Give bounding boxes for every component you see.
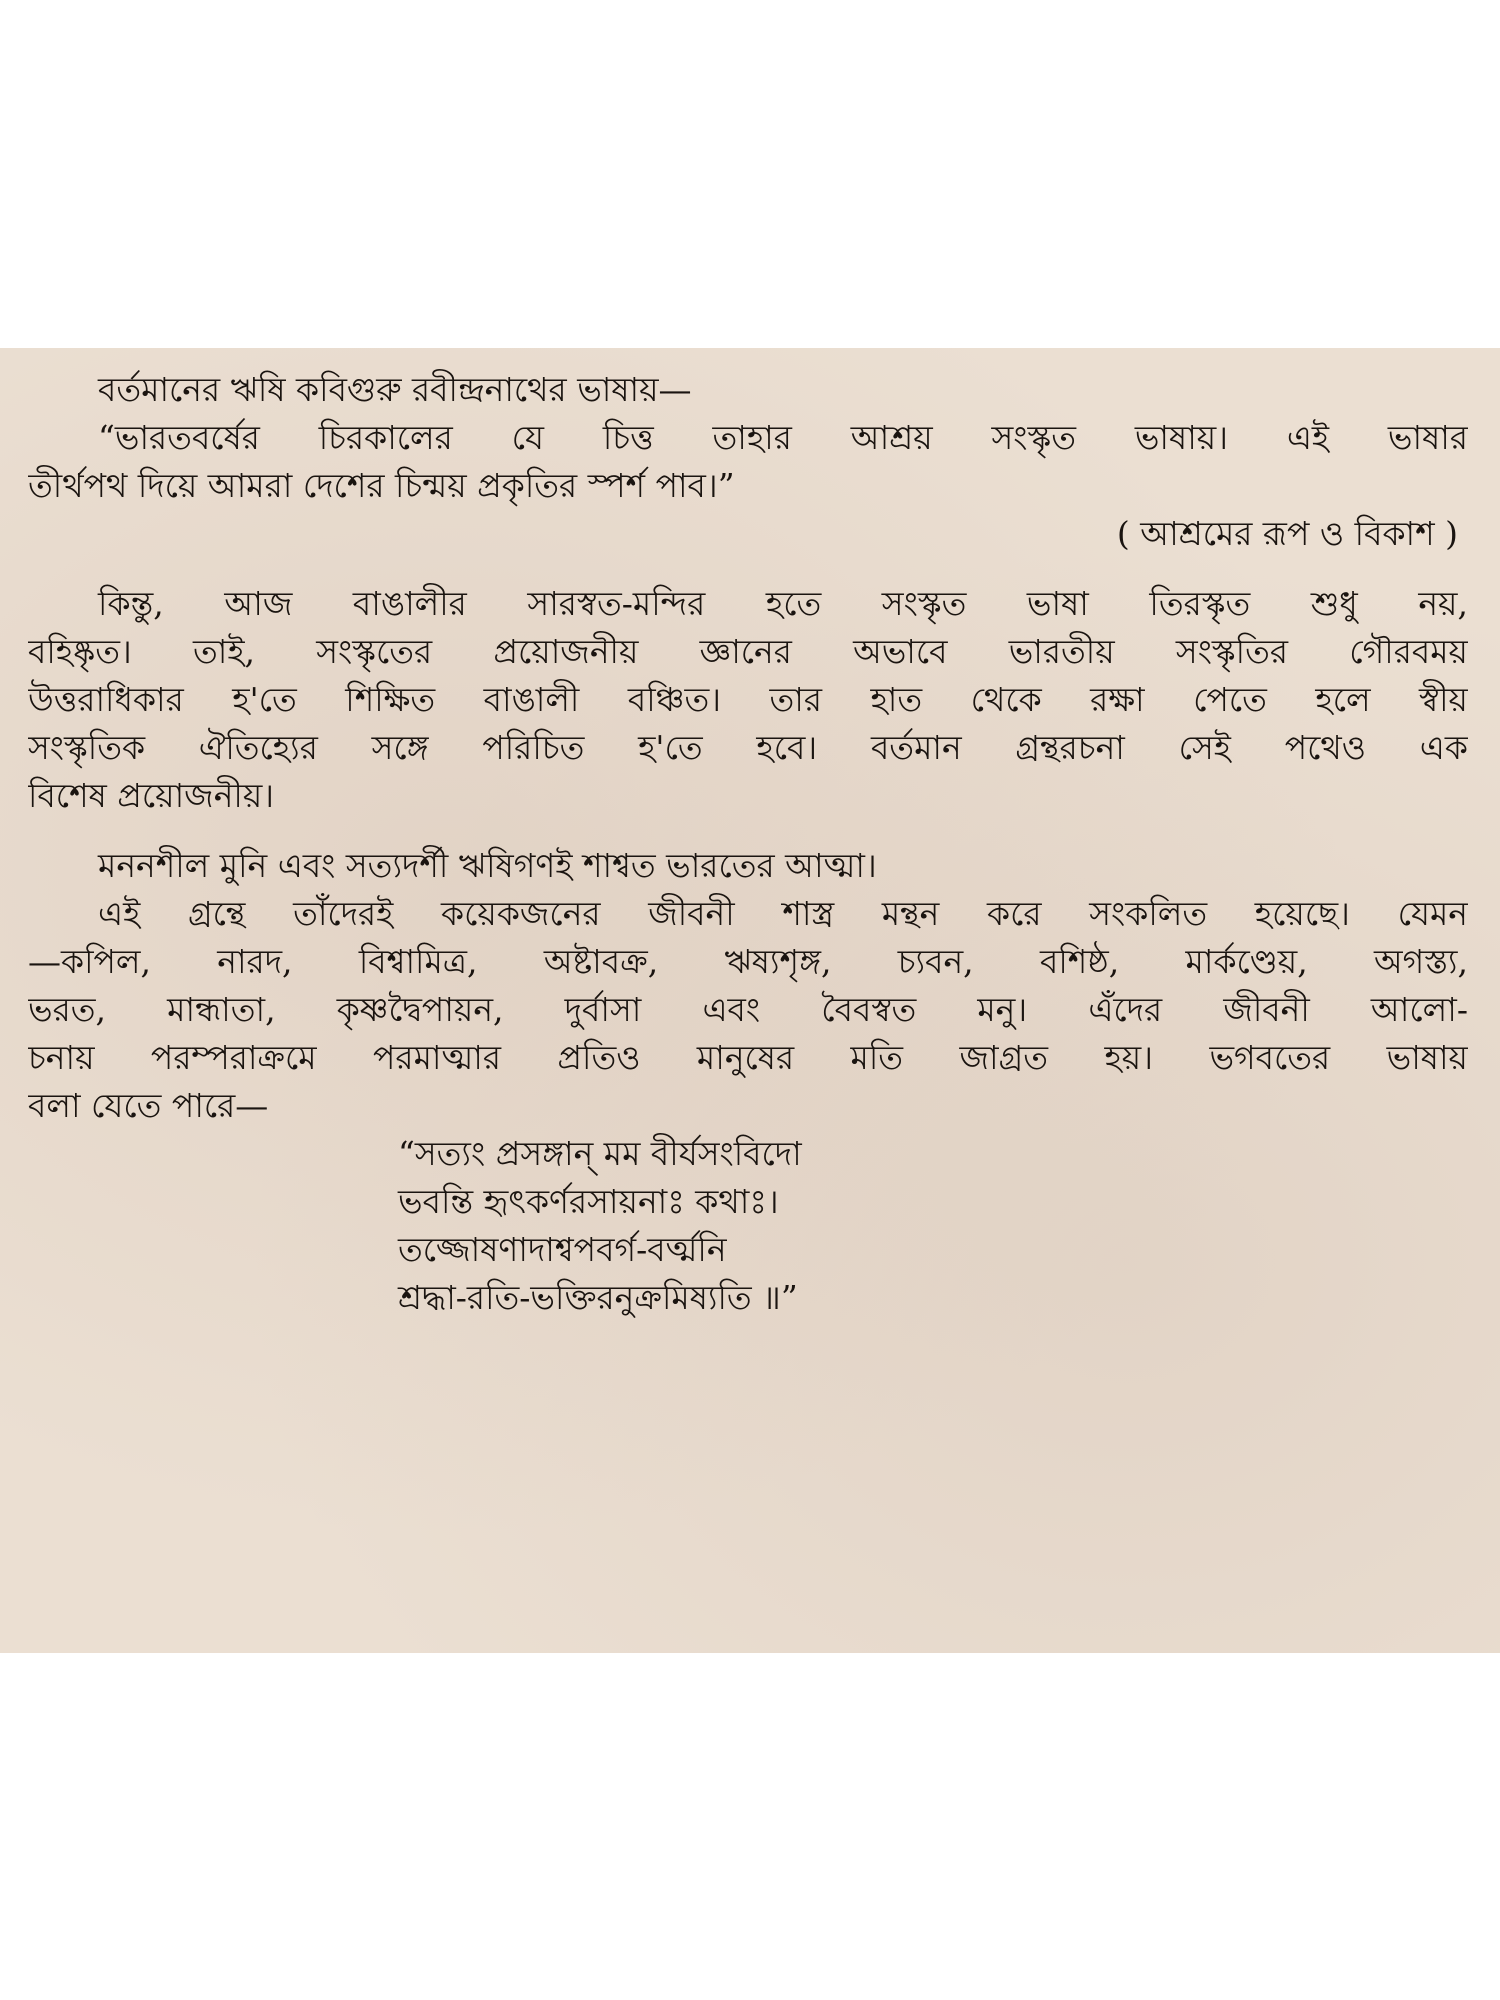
scanned-page: [0, 348, 1500, 1653]
verse-line: ভবন্তি হৃৎকর্ণরসায়নাঃ কথাঃ।: [398, 1182, 779, 1221]
paragraph-line: —কপিল, নারদ, বিশ্বামিত্র, অষ্টাবক্র, ঋষ্যশৃঙ্গ, চ্যবন, বশিষ্ঠ, মার্কণ্ডেয়, অগস্ত্য,: [28, 942, 1468, 981]
intro-line: বর্তমানের ঋষি কবিগুরু রবীন্দ্রনাথের ভাষায়—: [98, 370, 692, 409]
paragraph-gap: [28, 558, 1468, 580]
verse-line: তজ্জোষণাদাশ্বপবর্গ-বর্ত্মনি: [398, 1230, 727, 1269]
quote-line: “ভারতবর্ষের চিরকালের যে চিত্ত তাহার আশ্রয় সংস্কৃত ভাষায়। এই ভাষার: [98, 418, 1468, 457]
body-text: [28, 366, 1468, 1322]
paragraph-line: মননশীল মুনি এবং সত্যদর্শী ঋষিগণই শাশ্বত ভারতের আত্মা।: [98, 846, 877, 885]
paragraph-line: বিশেষ প্রয়োজনীয়।: [28, 776, 275, 815]
paragraph-line: সংস্কৃতিক ঐতিহ্যের সঙ্গে পরিচিত হ'তে হবে। বর্তমান গ্রন্থরচনা সেই পথেও এক: [28, 728, 1468, 767]
verse-line: শ্রদ্ধা-রতি-ভক্তিরনুক্রমিষ্যতি ॥”: [398, 1278, 798, 1317]
paragraph-line: উত্তরাধিকার হ'তে শিক্ষিত বাঙালী বঞ্চিত। তার হাত থেকে রক্ষা পেতে হলে স্বীয়: [28, 680, 1468, 719]
paragraph-line: এই গ্রন্থে তাঁদেরই কয়েকজনের জীবনী শাস্ত্র মন্থন করে সংকলিত হয়েছে। যেমন: [98, 894, 1468, 933]
paragraph-gap: [28, 820, 1468, 842]
paragraph-line: ভরত, মান্ধাতা, কৃষ্ণদ্বৈপায়ন, দুর্বাসা এবং বৈবস্বত মনু। এঁদের জীবনী আলো-: [28, 990, 1468, 1029]
verse-line: “সত্যং প্রসঙ্গান্ মম বীর্যসংবিদো: [398, 1134, 802, 1173]
paragraph-line: কিন্তু, আজ বাঙালীর সারস্বত-মন্দির হতে সংস্কৃত ভাষা তিরস্কৃত শুধু নয়,: [98, 584, 1468, 623]
citation: ( আশ্রমের রূপ ও বিকাশ ): [1116, 514, 1458, 553]
paragraph-line: বহিষ্কৃত। তাই, সংস্কৃতের প্রয়োজনীয় জ্ঞানের অভাবে ভারতীয় সংস্কৃতির গৌরবময়: [28, 632, 1468, 671]
paragraph-line: বলা যেতে পারে—: [28, 1086, 269, 1125]
quote-line: তীর্থপথ দিয়ে আমরা দেশের চিন্ময় প্রকৃতির স্পর্শ পাব।”: [28, 466, 735, 505]
paragraph-line: চনায় পরম্পরাক্রমে পরমাত্মার প্রতিও মানুষের মতি জাগ্রত হয়। ভগবতের ভাষায়: [28, 1038, 1468, 1077]
